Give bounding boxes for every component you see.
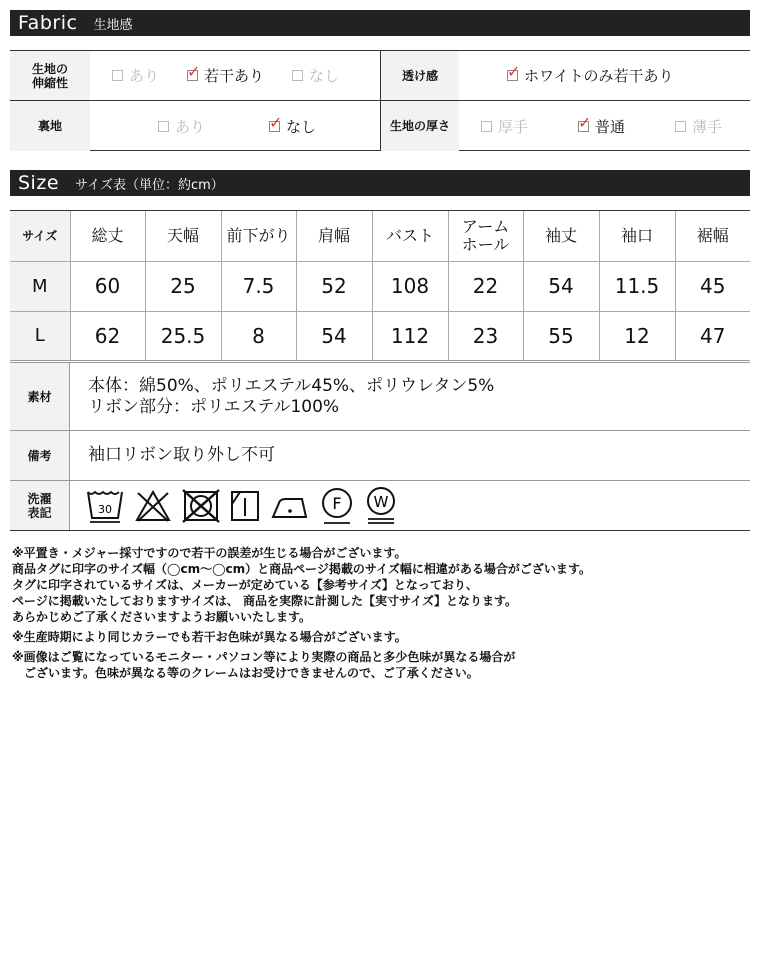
thickness-options [459, 101, 750, 151]
size-table [10, 210, 750, 363]
checkbox-checked-icon: ✓ [187, 62, 201, 81]
notes-section [12, 545, 591, 681]
measurement-cell: 54 [296, 311, 372, 361]
no-tumble-dry-icon [182, 489, 220, 523]
sheer-option-white-slight: ✓ ホワイトのみ若干あり [507, 62, 674, 85]
note-line: タグに印字されているサイズは、メーカーが定めている【参考サイズ】となっており、 [12, 578, 478, 592]
thickness-option-normal: ✓ 普通 [578, 112, 626, 136]
stretch-option-yes: あり [112, 65, 159, 86]
column-header: 前下がり [221, 211, 296, 261]
wet-clean-w-icon [364, 486, 398, 526]
checkbox-checked-icon: ✓ [269, 112, 283, 132]
measurement-cell: 7.5 [221, 261, 296, 311]
note-line: ページに掲載いたしておりますサイズは、 商品を実際に計測した【実寸サイズ】となります。 [12, 594, 518, 608]
material-value [70, 363, 494, 430]
line-dry-shade-icon [230, 490, 260, 522]
measurement-cell: 12 [599, 311, 675, 361]
measurement-cell: 8 [221, 311, 296, 361]
material-row [10, 363, 750, 431]
stretch-option-slight: ✓ 若干あり [187, 62, 265, 85]
fabric-title: Fabric [18, 12, 78, 34]
measurement-cell: 45 [675, 261, 750, 311]
lining-option-none: ✓ なし [269, 112, 317, 136]
checkbox-unchecked-icon [481, 121, 492, 132]
table-row [10, 311, 750, 361]
svg-text:F: F [332, 493, 342, 513]
measurement-cell: 22 [448, 261, 523, 311]
sheer-options [459, 51, 750, 100]
note-line: あらかじめご了承くださいますようお願いいたします。 [12, 610, 312, 624]
size-cell: L [10, 311, 70, 361]
iron-low-icon [270, 491, 310, 521]
material-line: 本体：綿50%、ポリエステル45%、ポリウレタン5% [88, 375, 495, 396]
material-label: 素材 [10, 363, 70, 430]
checkbox-checked-icon: ✓ [578, 112, 592, 132]
measurement-cell: 55 [523, 311, 599, 361]
size-subtitle: サイズ表（単位：約cm） [75, 177, 224, 193]
material-line: リボン部分：ポリエステル100% [88, 396, 340, 417]
measurement-cell: 108 [372, 261, 448, 311]
column-header: 裾幅 [675, 211, 750, 261]
column-header: 袖口 [599, 211, 675, 261]
checkbox-unchecked-icon [158, 121, 169, 132]
size-cell: M [10, 261, 70, 311]
size-header-row [10, 211, 750, 261]
checkbox-checked-icon: ✓ [507, 62, 521, 81]
remarks-row [10, 431, 750, 481]
table-row [10, 261, 750, 311]
measurement-cell: 54 [523, 261, 599, 311]
size-section-header [10, 170, 750, 196]
note-line: ※画像はご覧になっているモニター・パソコン等により実際の商品と多少色味が異なる場合が [12, 650, 516, 664]
svg-text:W: W [373, 492, 389, 511]
column-header: 肩幅 [296, 211, 372, 261]
note-line: 商品タグに印字のサイズ幅（◯cm～◯cm）と商品ページ掲載のサイズ幅に相違がある場合がございます。 [12, 562, 591, 576]
checkbox-unchecked-icon [675, 121, 686, 132]
measurement-cell: 25 [145, 261, 221, 311]
lining-options [90, 101, 381, 151]
column-header: 天幅 [145, 211, 221, 261]
column-header: サイズ [10, 211, 70, 261]
column-header: バスト [372, 211, 448, 261]
checkbox-unchecked-icon [292, 70, 303, 81]
measurement-cell: 47 [675, 311, 750, 361]
care-icons [70, 481, 398, 530]
fabric-subtitle: 生地感 [93, 17, 133, 33]
lining-label: 裏地 [10, 101, 90, 151]
size-title: Size [18, 172, 60, 194]
note-line: ございます。色味が異なる等のクレームはお受けできませんので、ご了承ください。 [12, 666, 479, 680]
no-bleach-icon [134, 489, 172, 523]
column-header: 総丈 [70, 211, 145, 261]
fabric-table [10, 50, 750, 151]
checkbox-unchecked-icon [112, 70, 123, 81]
stretch-label: 生地の 伸縮性 [10, 51, 90, 100]
remarks-label: 備考 [10, 431, 70, 480]
wash-30-icon [86, 488, 124, 524]
stretch-option-none: なし [292, 65, 339, 86]
thickness-option-thick: 厚手 [481, 116, 528, 137]
remarks-value: 袖口リボン取り外し不可 [88, 445, 275, 465]
lining-option-yes: あり [158, 116, 205, 137]
measurement-cell: 23 [448, 311, 523, 361]
thickness-option-thin: 薄手 [675, 116, 722, 137]
note-line: ※平置き・メジャー採寸ですので若干の誤差が生じる場合がございます。 [12, 546, 407, 560]
measurement-cell: 60 [70, 261, 145, 311]
measurement-cell: 112 [372, 311, 448, 361]
thickness-label: 生地の厚さ [381, 101, 459, 151]
measurement-cell: 11.5 [599, 261, 675, 311]
measurement-cell: 52 [296, 261, 372, 311]
sheer-label: 透け感 [381, 51, 459, 100]
note-line: ※生産時期により同じカラーでも若干お色味が異なる場合がございます。 [12, 630, 407, 644]
column-header: 袖丈 [523, 211, 599, 261]
measurement-cell: 25.5 [145, 311, 221, 361]
fabric-section-header [10, 10, 750, 36]
stretch-options [90, 51, 381, 100]
dry-clean-f-icon [320, 487, 354, 525]
measurement-cell: 62 [70, 311, 145, 361]
column-header: アーム ホール [448, 211, 523, 261]
care-row [10, 481, 750, 531]
svg-text:30: 30 [98, 502, 112, 516]
care-label: 洗濯 表記 [10, 481, 70, 530]
